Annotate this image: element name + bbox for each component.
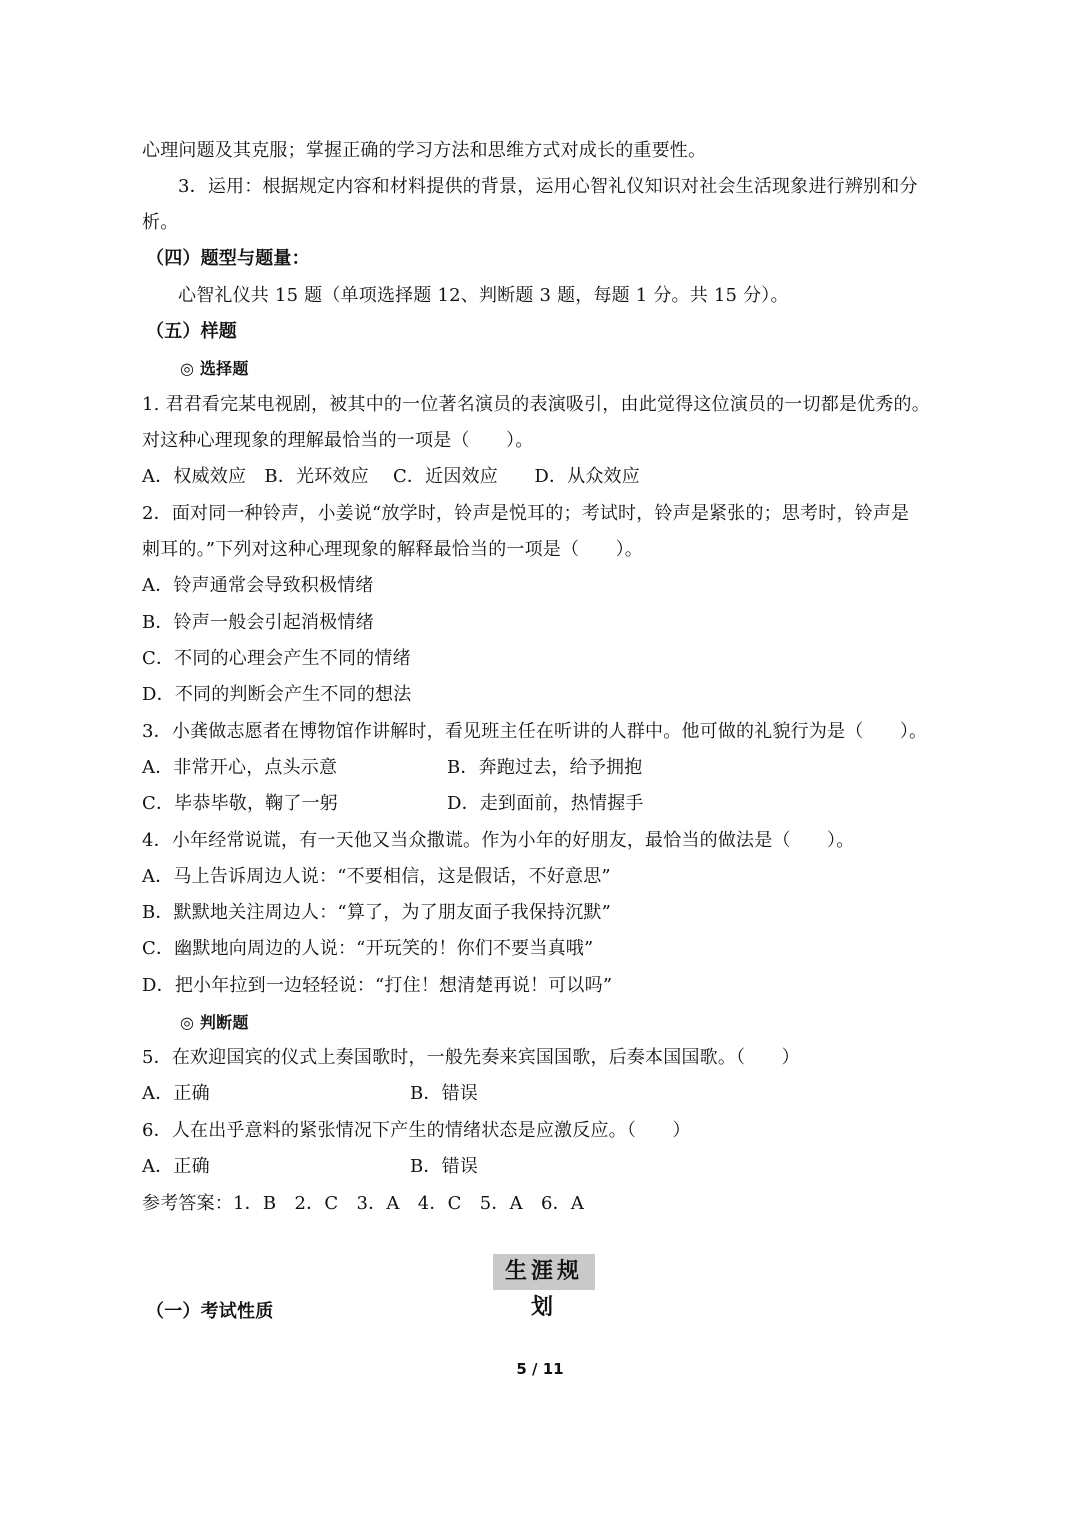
option-b: B．铃声一般会引起消极情绪 bbox=[142, 612, 374, 633]
question-stem: 5．在欢迎国宾的仪式上奏国歌时，一般先奏来宾国国歌，后奏本国国歌。（ ） bbox=[142, 1047, 800, 1068]
option-b: B．奔跑过去，给予拥抱 bbox=[447, 757, 643, 778]
section-title: 生涯规划 bbox=[493, 1254, 595, 1290]
text-line: 析。 bbox=[142, 212, 179, 233]
page-number: 5 / 11 bbox=[516, 1360, 564, 1378]
option-b: B．错误 bbox=[410, 1083, 479, 1104]
option-c: C．不同的心理会产生不同的情绪 bbox=[142, 648, 411, 669]
question-stem: 对这种心理现象的理解最恰当的一项是（ ）。 bbox=[142, 430, 534, 451]
option-a: A．正确 bbox=[142, 1083, 210, 1104]
option-c: C．毕恭毕敬，鞠了一躬 bbox=[142, 793, 338, 814]
option-c: C．幽默地向周边的人说：“开玩笑的！你们不要当真哦” bbox=[142, 938, 594, 959]
question-stem: 刺耳的。”下列对这种心理现象的解释最恰当的一项是（ ）。 bbox=[142, 539, 643, 560]
text-line: 心理问题及其克服；掌握正确的学习方法和思维方式对成长的重要性。 bbox=[142, 140, 707, 161]
option-a: A．正确 bbox=[142, 1156, 210, 1177]
option-d: D．把小年拉到一边轻轻说：“打住！想清楚再说！可以吗” bbox=[142, 975, 613, 996]
text-line: 心智礼仪共 15 题（单项选择题 12、判断题 3 题，每题 1 分。共 15 分）。 bbox=[178, 285, 789, 306]
subsection-heading: ◎ 选择题 bbox=[180, 359, 249, 378]
answer-key: 参考答案：1．B 2．C 3．A 4．C 5．A 6．A bbox=[142, 1193, 585, 1214]
option-d: D．不同的判断会产生不同的想法 bbox=[142, 684, 412, 705]
section-heading: （五）样题 bbox=[146, 321, 237, 342]
option-d: D．走到面前，热情握手 bbox=[447, 793, 644, 814]
option-b: B．默默地关注周边人：“算了，为了朋友面子我保持沉默” bbox=[142, 902, 612, 923]
option-a: A．铃声通常会导致积极情绪 bbox=[142, 575, 374, 596]
question-stem: 1. 君君看完某电视剧，被其中的一位著名演员的表演吸引，由此觉得这位演员的一切都是优秀的。 bbox=[142, 394, 930, 415]
question-stem: 3．小龚做志愿者在博物馆作讲解时，看见班主任在听讲的人群中。他可做的礼貌行为是（ ）。 bbox=[142, 721, 928, 742]
question-options: A．权威效应 B．光环效应 C．近因效应 D．从众效应 bbox=[142, 466, 640, 487]
text-line: 3．运用：根据规定内容和材料提供的背景，运用心智礼仪知识对社会生活现象进行辨别和分 bbox=[178, 176, 918, 197]
option-b: B．错误 bbox=[410, 1156, 479, 1177]
option-a: A．非常开心，点头示意 bbox=[142, 757, 338, 778]
subsection-heading: ◎ 判断题 bbox=[180, 1013, 249, 1032]
question-stem: 6．人在出乎意料的紧张情况下产生的情绪状态是应激反应。（ ） bbox=[142, 1120, 691, 1141]
question-stem: 2．面对同一种铃声，小姜说“放学时，铃声是悦耳的；考试时，铃声是紧张的；思考时，铃声是 bbox=[142, 503, 910, 524]
question-stem: 4．小年经常说谎，有一天他又当众撒谎。作为小年的好朋友，最恰当的做法是（ ）。 bbox=[142, 830, 855, 851]
section-heading: （一）考试性质 bbox=[146, 1301, 274, 1322]
option-a: A．马上告诉周边人说：“不要相信，这是假话，不好意思” bbox=[142, 866, 611, 887]
section-heading: （四）题型与题量： bbox=[146, 248, 310, 269]
